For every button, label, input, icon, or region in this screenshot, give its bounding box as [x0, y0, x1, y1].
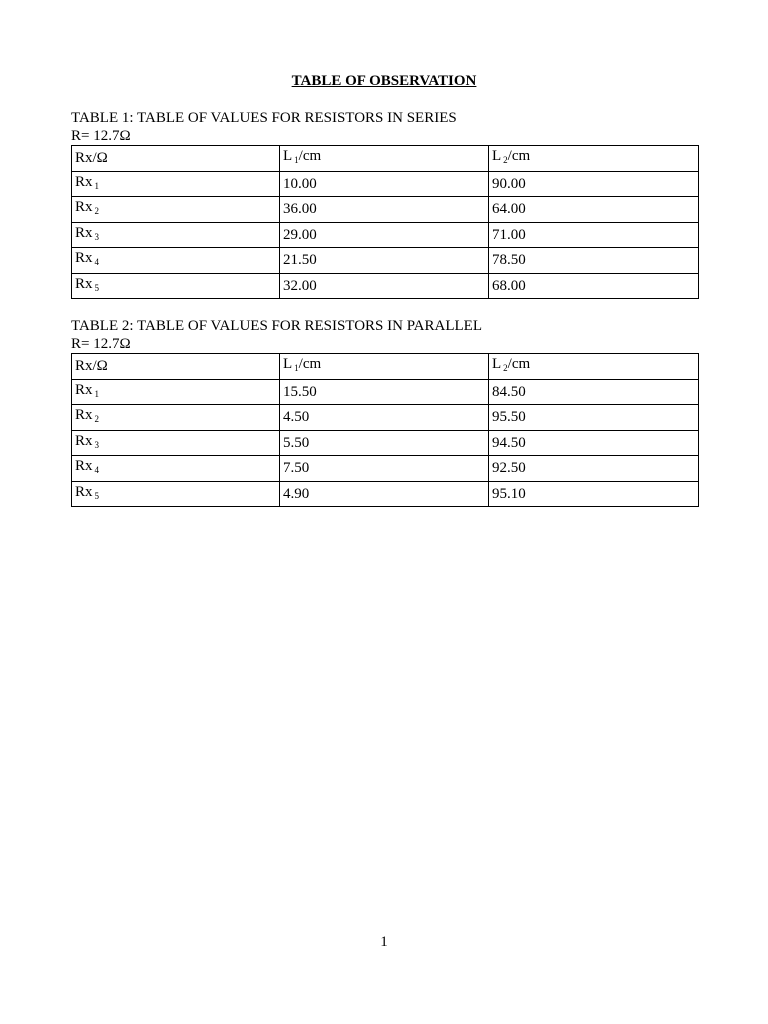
table-2	[71, 353, 699, 507]
cell-rx	[72, 481, 280, 507]
rx-label: Rx	[75, 407, 93, 424]
cell-l1: 7.50	[280, 456, 489, 482]
header-l2	[489, 354, 699, 380]
table-row	[72, 171, 699, 197]
cell-rx	[72, 222, 280, 248]
rx-label: Rx	[75, 432, 93, 449]
table-header-row	[72, 146, 699, 172]
header-rx	[72, 354, 280, 380]
cell-l2: 68.00	[489, 273, 699, 299]
cell-l1: 4.50	[280, 405, 489, 431]
table-2-caption: TABLE 2: TABLE OF VALUES FOR RESISTORS IN PARALLEL	[71, 318, 482, 334]
rx-subscript: 5	[94, 490, 100, 501]
rx-subscript: 1	[94, 180, 100, 191]
rx-label: Rx	[75, 483, 93, 500]
cell-rx	[72, 248, 280, 274]
table-1-caption: TABLE 1: TABLE OF VALUES FOR RESISTORS IN SERIES	[71, 110, 457, 126]
header-l1-subscript: 1	[294, 363, 299, 374]
header-l2-subscript: 2	[503, 363, 508, 374]
header-l1	[280, 354, 489, 380]
table-row	[72, 430, 699, 456]
table-2-section	[71, 317, 698, 507]
header-l1-unit: /cm	[298, 356, 322, 373]
header-l2-unit: /cm	[507, 148, 531, 165]
header-l1-label: L	[283, 356, 293, 373]
rx-subscript: 3	[94, 231, 100, 242]
table-row	[72, 456, 699, 482]
cell-l2: 92.50	[489, 456, 699, 482]
cell-rx	[72, 456, 280, 482]
cell-l2: 95.10	[489, 481, 699, 507]
table-1-resistance: R= 12.7Ω	[71, 128, 131, 144]
table-row	[72, 197, 699, 223]
rx-label: Rx	[75, 224, 93, 241]
page-number: 1	[380, 934, 388, 950]
cell-rx	[72, 379, 280, 405]
table-2-resistance: R= 12.7Ω	[71, 336, 131, 352]
rx-subscript: 5	[94, 282, 100, 293]
cell-l1: 4.90	[280, 481, 489, 507]
page-title: TABLE OF OBSERVATION	[291, 73, 477, 89]
cell-l1: 5.50	[280, 430, 489, 456]
header-rx	[72, 146, 280, 172]
table-row	[72, 248, 699, 274]
rx-subscript: 4	[94, 465, 100, 476]
cell-rx	[72, 405, 280, 431]
cell-l2: 94.50	[489, 430, 699, 456]
table-row	[72, 273, 699, 299]
cell-l1: 36.00	[280, 197, 489, 223]
table-row	[72, 379, 699, 405]
header-l2	[489, 146, 699, 172]
rx-subscript: 2	[94, 414, 100, 425]
header-l1	[280, 146, 489, 172]
rx-label: Rx	[75, 173, 93, 190]
header-l2-subscript: 2	[503, 155, 508, 166]
header-rx-label: Rx/Ω	[75, 150, 108, 167]
cell-l1: 21.50	[280, 248, 489, 274]
cell-l1: 32.00	[280, 273, 489, 299]
rx-subscript: 4	[94, 257, 100, 268]
table-row	[72, 222, 699, 248]
header-l1-subscript: 1	[294, 155, 299, 166]
cell-l1: 29.00	[280, 222, 489, 248]
table-1	[71, 145, 699, 299]
cell-l2: 95.50	[489, 405, 699, 431]
rx-label: Rx	[75, 275, 93, 292]
rx-label: Rx	[75, 250, 93, 267]
cell-l2: 78.50	[489, 248, 699, 274]
cell-l2: 84.50	[489, 379, 699, 405]
cell-rx	[72, 197, 280, 223]
cell-l1: 10.00	[280, 171, 489, 197]
rx-subscript: 3	[94, 439, 100, 450]
cell-rx	[72, 171, 280, 197]
header-l2-label: L	[492, 356, 502, 373]
header-rx-label: Rx/Ω	[75, 358, 108, 375]
table-row	[72, 405, 699, 431]
table-row	[72, 481, 699, 507]
cell-rx	[72, 430, 280, 456]
rx-subscript: 1	[94, 388, 100, 399]
header-l2-unit: /cm	[507, 356, 531, 373]
cell-rx	[72, 273, 280, 299]
rx-label: Rx	[75, 381, 93, 398]
cell-l2: 90.00	[489, 171, 699, 197]
rx-subscript: 2	[94, 206, 100, 217]
table-header-row	[72, 354, 699, 380]
cell-l2: 71.00	[489, 222, 699, 248]
cell-l1: 15.50	[280, 379, 489, 405]
header-l1-label: L	[283, 148, 293, 165]
header-l1-unit: /cm	[298, 148, 322, 165]
header-l2-label: L	[492, 148, 502, 165]
table-1-section	[71, 109, 698, 299]
rx-label: Rx	[75, 458, 93, 475]
cell-l2: 64.00	[489, 197, 699, 223]
rx-label: Rx	[75, 199, 93, 216]
